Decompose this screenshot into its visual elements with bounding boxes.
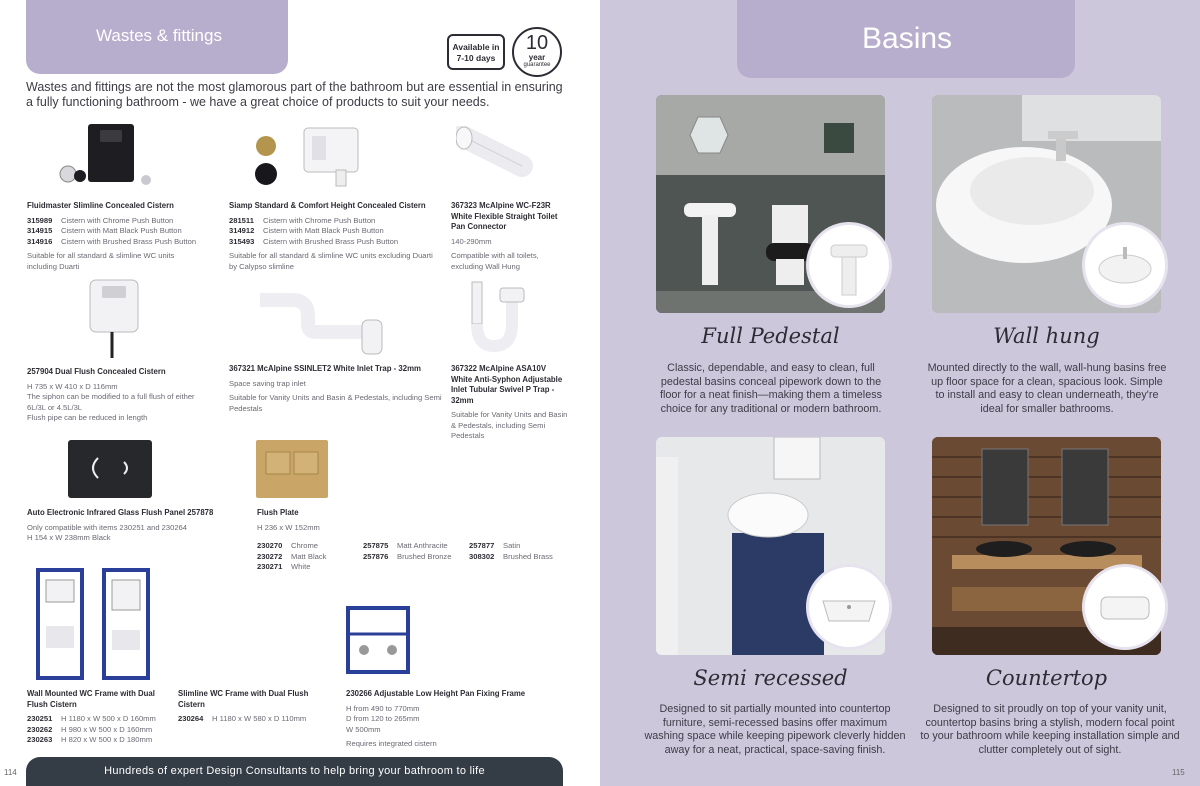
semi-recessed-heading: Semi recessed — [693, 666, 848, 690]
page-number-left: 114 — [4, 768, 17, 777]
inlet-trap-image — [252, 288, 400, 358]
wall-mounted-frame-image — [30, 566, 160, 682]
flush-plate-image — [254, 438, 330, 500]
page-number-right: 115 — [1172, 768, 1185, 777]
wall-hung-thumbnail — [1082, 222, 1168, 308]
dual-flush-cistern-image — [82, 278, 148, 360]
countertop-thumbnail — [1082, 564, 1168, 650]
product-wall-mounted-frame: Wall Mounted WC Frame with Dual Flush Cistern 230251 H 1180 x W 500 x D 160mm 230262 H 980 x W 500 x D 160mm 230263 H 820 x W 500 x D 180mm — [27, 689, 156, 744]
product-fluidmaster: Fluidmaster Slimline Concealed Cistern 315989 Cistern with Chrome Push Button 314915 Cistern with Matt Black Push Button 314916 Cistern with Brushed Brass Push Button Suitable for all standard & slimline WC units including Duarti — [27, 201, 197, 271]
section-banner — [26, 0, 288, 74]
footer-bar: Hundreds of expert Design Consultants to help bring your bathroom to life — [26, 757, 563, 786]
product-flush-plate: Flush Plate H 236 x W 152mm 230270 Chrome 230272 Matt Black 230271 White 257875 Matt Anthracite 257876 Brushed Bronze 257877 Satin 308302 Brushed Brass — [257, 508, 553, 571]
product-257904: 257904 Dual Flush Concealed Cistern H 735 x W 410 x D 116mm The siphon can be modified to a full flush of either 6L/3L or 4.5L/3L Flush pipe can be reduced in length — [27, 367, 195, 422]
guarantee-badge: 10 year guarantee — [512, 27, 562, 77]
product-367322: 367322 McAlpine ASA10V White Anti-Syphon Adjustable Inlet Tubular Swivel P Trap - 32mm Suitable for Vanity Units and Basin & Pedestals, including Semi Pedestals — [451, 364, 568, 440]
section-title: Wastes & fittings — [96, 26, 222, 45]
semi-recessed-thumbnail — [806, 564, 892, 650]
full-pedestal-description: Classic, dependable, and easy to clean, full pedestal basins conceal pipework down to the floor for a neat finish—making them a timeless choice for any traditional or modern bathroom. — [659, 362, 883, 415]
basins-banner — [737, 0, 1075, 78]
full-pedestal-thumbnail — [806, 222, 892, 308]
pan-fixing-frame-image — [342, 604, 414, 680]
basins-title: Basins — [862, 22, 953, 55]
availability-badge: Available in 7-10 days — [447, 34, 505, 70]
countertop-description: Designed to sit proudly on top of your vanity unit, countertop basins bring a stylish, modern focal point to your bathroom while keeping installation simple and clutter completely out of sight. — [920, 703, 1180, 756]
product-siamp: Siamp Standard & Comfort Height Concealed Cistern 281511 Cistern with Chrome Push Button 314912 Cistern with Matt Black Push Button 315493 Cistern with Brushed Brass Push Button Suitable for all standard & slimline WC units excluding Duarti by Calypso slimline — [229, 201, 433, 271]
right-page — [600, 0, 1200, 786]
product-367323: 367323 McAlpine WC-F23R White Flexible Straight Toilet Pan Connector 140-290mm Compatible with all toilets, excluding Wall Hung — [451, 201, 558, 271]
product-367321: 367321 McAlpine SSINLET2 White Inlet Trap - 32mm Space saving trap inlet Suitable for Vanity Units and Basin & Pedestals, including Semi Pedestals — [229, 364, 442, 413]
p-trap-image — [460, 278, 530, 360]
product-slimline-frame: Slimline WC Frame with Dual Flush Cistern 230264 H 1180 x W 580 x D 110mm — [178, 689, 309, 723]
full-pedestal-heading: Full Pedestal — [701, 324, 840, 348]
infrared-flush-panel-image — [66, 438, 154, 500]
intro-text: Wastes and fittings are not the most glamorous part of the bathroom but are essential in ensuring a fully functioning bathroom - we have a great choice of products to suit your needs. — [26, 80, 563, 109]
siamp-cistern-image — [252, 122, 382, 192]
product-infrared-panel: Auto Electronic Infrared Glass Flush Panel 257878 Only compatible with items 230251 and 230264 H 154 x W 238mm Black — [27, 508, 214, 542]
flexible-connector-image — [456, 126, 536, 182]
countertop-heading: Countertop — [985, 666, 1108, 690]
semi-recessed-description: Designed to sit partially mounted into countertop furniture, semi-recessed basins offer maximum washing space while keeping pipework cleverly hidden away for a neat, practical, space-saving finish. — [644, 703, 906, 756]
fluidmaster-cistern-image — [50, 120, 170, 192]
wall-hung-heading: Wall hung — [993, 324, 1100, 348]
product-230266: 230266 Adjustable Low Height Pan Fixing Frame H from 490 to 770mm D from 120 to 265mm W 500mm Requires integrated cistern — [346, 689, 526, 748]
wall-hung-description: Mounted directly to the wall, wall-hung basins free up floor space for a clean, spacious look. Simple to install and easy to clean underneath, they're ideal for smaller bathrooms. — [927, 362, 1167, 415]
